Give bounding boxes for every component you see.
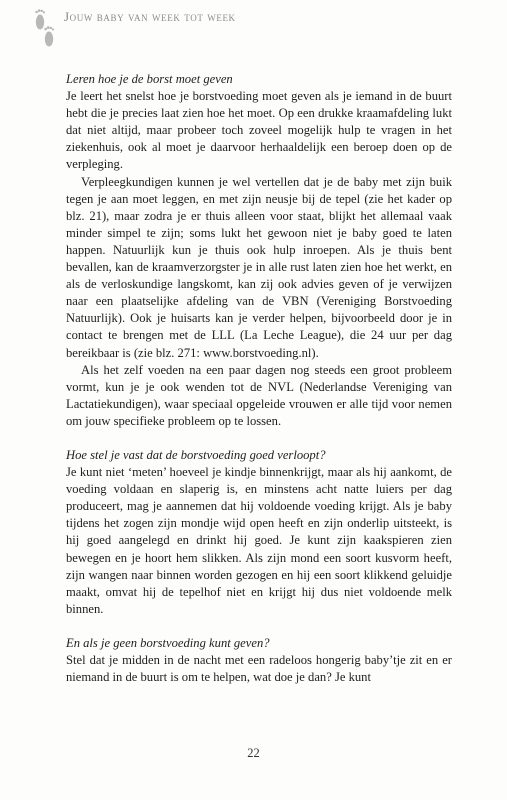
body-text (66, 71, 452, 686)
page-number: 22 (247, 746, 260, 760)
paragraph: Je kunt niet ‘meten’ hoeveel je kindje binnenkrijgt, maar als hij aankomt, de voeding voldaan en slaperig is, en minstens acht natte luiers per dag produceert, mag je aannemen dat hij voldoende voeding krijgt. Als je baby tijdens het zogen zijn mondje wijd open heeft en zijn onderlip uitsteekt, is hij goed aangelegd en drinkt hij goed. Je kunt zijn kaakspieren zien bewegen en je hoort hem slikken. Als zijn mond een soort kusvorm heeft, zijn wangen naar binnen worden gezogen en hij een soort klikkend geluidje maakt, omvat hij de tepelhof niet en krijgt hij dus niet voldoende melk binnen. (66, 465, 452, 616)
paragraph: Je leert het snelst hoe je borstvoeding moet geven als je iemand in de buurt hebt die je precies laat zien hoe het moet. Op een drukke kraamafdeling lukt dat niet altijd, maar probeer toch zoveel mogelijk hulp te vragen in het ziekenhuis, ook al moet je daarvoor herhaaldelijk een beroep doen op de verpleging. (66, 89, 452, 172)
running-head-title: Jouw baby van week tot week (64, 9, 236, 24)
paragraph: Verpleegkundigen kunnen je wel vertellen dat je de baby met zijn buik tegen je aan moet leggen, en met zijn neusje bij de tepel (zie het kader op blz. 21), maar zodra je er thuis alleen voor staat, blijkt het allemaal vaak minder simpel te zijn; soms lukt het gewoon niet je baby goed te laten happen. Natuurlijk kun je thuis ook hulp inroepen. Als je thuis bent bevallen, kan de kraamverzorgster je in alle rust laten zien hoe het werkt, en als de verloskundige langskomt, kan zij ook advies geven of je verwijzen naar een plaatselijke afdeling van de VBN (Vereniging Borstvoeding Natuurlijk). Ook je huisarts kan je verder helpen, bijvoorbeeld door je in contact te brengen met de LLL (La Leche League), die 24 uur per dag bereikbaar is (zie blz. 271: www.borstvoeding.nl). (66, 174, 452, 360)
section-heading: En als je geen borstvoeding kunt geven? (66, 635, 270, 650)
baby-feet-icon (32, 6, 58, 52)
section-heading: Leren hoe je de borst moet geven (66, 72, 233, 86)
section-heading: Hoe stel je vast dat de borstvoeding goed verloopt? (66, 447, 326, 462)
paragraph: Als het zelf voeden na een paar dagen nog steeds een groot probleem vormt, kun je je ook wenden tot de NVL (Nederlandse Vereniging van Lactatiekundigen), waar speciaal opgeleide vrouwen er alle tijd voor nemen om jouw specifieke probleem op te lossen. (66, 362, 452, 428)
paragraph: Stel dat je midden in de nacht met een radeloos hongerig baby’tje zit en er niemand in de buurt is om te helpen, wat doe je dan? Je kunt (66, 653, 452, 685)
running-head (32, 6, 236, 52)
